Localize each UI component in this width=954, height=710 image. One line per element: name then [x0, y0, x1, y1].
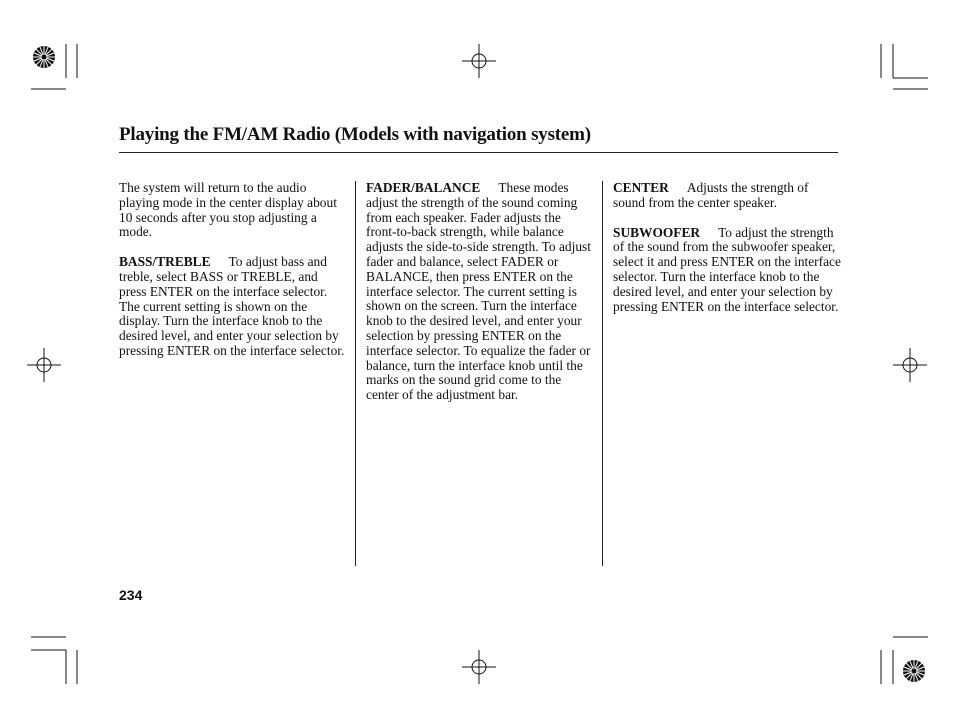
paragraph-text: These modes adjust the strength of the sound coming from each speaker. Fader adjusts the front-to-back strength, while balance adjusts the side-to-side strength. To adjust fader and balance, select FADER or BALANCE, then press ENTER on the interface selector. The current setting is shown on the screen. Turn the interface knob to the desired level, and enter your selection by pressing ENTER on the interface selector. To equalize the fader or balance, turn the interface knob until the marks on the sound grid come to the center of the adjustment bar. [366, 180, 591, 403]
page-title: Playing the FM/AM Radio (Models with navigation system) [119, 124, 591, 145]
paragraph-heading: SUBWOOFER [613, 224, 701, 240]
paragraph-heading: CENTER [613, 180, 669, 195]
paragraph-text: To adjust bass and treble, select BASS or TREBLE, and press ENTER on the interface selector. The current setting is shown on the display. Turn the interface knob to the desired level, and enter your selection by pressing ENTER on the interface selector. [119, 254, 345, 358]
title-rule [119, 152, 838, 153]
paragraph-text: To adjust the strength of the sound from the subwoofer speaker, select it and press ENTER on the interface selector. Turn the interface knob to the desired level, and enter your selection by pressing ENTER on the interface selector. [613, 224, 841, 314]
paragraph [366, 181, 594, 403]
page-number: 234 [119, 587, 143, 603]
paragraph [119, 181, 347, 240]
column-2 [366, 181, 594, 418]
paragraph [119, 255, 347, 359]
paragraph-text: Adjusts the strength of sound from the center speaker. [613, 180, 809, 210]
column-divider [355, 181, 356, 566]
paragraph [613, 181, 841, 211]
column-divider [602, 181, 603, 566]
column-1 [119, 181, 347, 374]
column-3 [613, 181, 841, 329]
paragraph-heading: FADER/BALANCE [366, 180, 481, 195]
paragraph-text: The system will return to the audio playing mode in the center display about 10 seconds after you stop adjusting a mode. [119, 180, 337, 240]
paragraph [613, 226, 841, 315]
paragraph-heading: BASS/TREBLE [119, 254, 211, 270]
